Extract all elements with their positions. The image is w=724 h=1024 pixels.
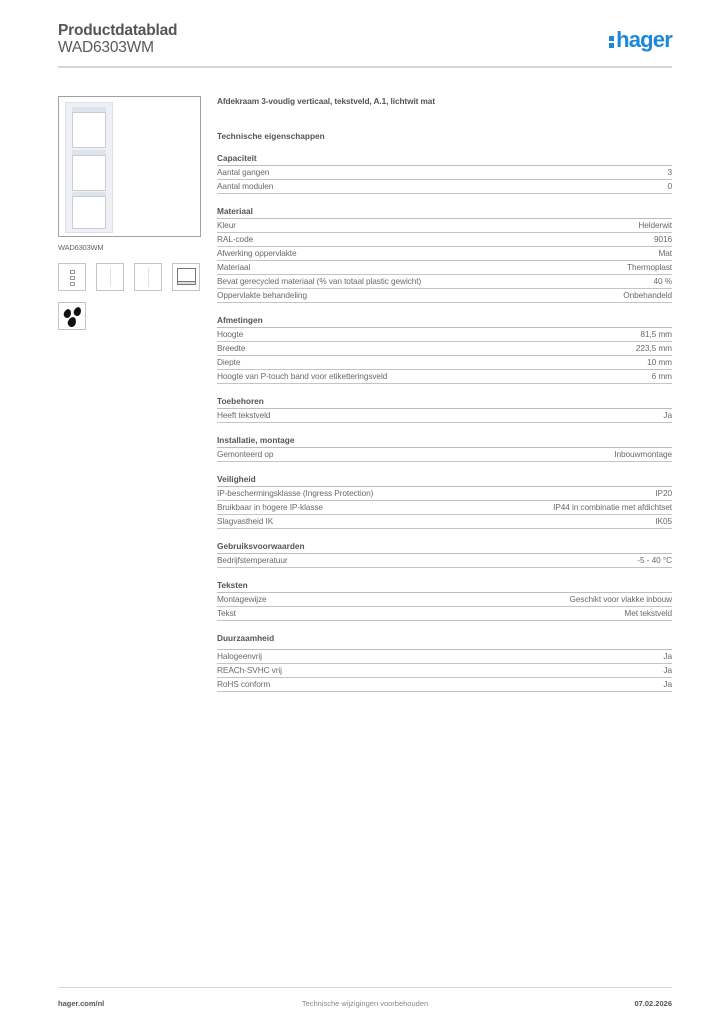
spec-value: Ja — [663, 651, 672, 661]
product-description: Afdekraam 3-voudig verticaal, tekstveld, A.1, lichtwit mat — [217, 96, 435, 106]
spec-label: Diepte — [217, 357, 241, 367]
page-header — [58, 22, 672, 57]
group-materiaal — [217, 206, 672, 303]
three-slot-vertical-icon — [58, 263, 86, 291]
spec-row — [217, 409, 672, 423]
spec-row — [217, 356, 672, 370]
spec-value: 10 mm — [647, 357, 672, 367]
spec-row — [217, 180, 672, 194]
spec-label: Hoogte van P-touch band voor etiketteringsveld — [217, 371, 388, 381]
spec-row — [217, 233, 672, 247]
spec-label: Hoogte — [217, 329, 244, 339]
spec-label: Afwerking oppervlakte — [217, 248, 297, 258]
hager-logo — [609, 28, 672, 52]
spec-label: Tekst — [217, 608, 236, 618]
group-installatie — [217, 435, 672, 462]
group-gebruiksvoorwaarden — [217, 541, 672, 568]
spec-row — [217, 219, 672, 233]
spec-label: IP-beschermingsklasse (Ingress Protection) — [217, 488, 374, 498]
spec-row — [217, 678, 672, 692]
spec-row — [217, 370, 672, 384]
spec-row — [217, 261, 672, 275]
spec-row — [217, 448, 672, 462]
spec-value: Onbehandeld — [623, 290, 672, 300]
group-title: Duurzaamheid — [217, 633, 672, 650]
header-divider — [58, 66, 672, 68]
footer-date: 07.02.2026 — [634, 999, 672, 1008]
spec-label: REACh-SVHC vrij — [217, 665, 282, 675]
spec-label: Aantal gangen — [217, 167, 270, 177]
group-title: Veiligheid — [217, 474, 672, 487]
spec-row — [217, 289, 672, 303]
spec-row — [217, 328, 672, 342]
spec-value: Met tekstveld — [624, 608, 672, 618]
label-field-icon — [172, 263, 200, 291]
spec-label: Halogeenvrij — [217, 651, 262, 661]
spec-value: Mat — [658, 248, 672, 258]
spec-label: Aantal modulen — [217, 181, 274, 191]
spec-row — [217, 487, 672, 501]
image-caption: WAD6303WM — [58, 243, 104, 252]
specifications — [217, 96, 672, 692]
footer-divider — [58, 987, 672, 988]
group-toebehoren — [217, 396, 672, 423]
spec-value: Geschikt voor vlakke inbouw — [569, 594, 672, 604]
single-frame-icon — [134, 263, 162, 291]
spec-label: Slagvastheid IK — [217, 516, 274, 526]
group-title: Toebehoren — [217, 396, 672, 409]
spec-label: Kleur — [217, 220, 236, 230]
spec-row — [217, 607, 672, 621]
group-duurzaamheid — [217, 633, 672, 692]
logo-colon-icon — [609, 32, 614, 48]
footer-website-link[interactable]: hager.com/nl — [58, 999, 105, 1008]
cover-frame-illustration — [65, 102, 113, 233]
section-heading: Technische eigenschappen — [217, 131, 325, 141]
spec-row — [217, 650, 672, 664]
spec-label: Bevat gerecycled materiaal (% van totaal plastic gewicht) — [217, 276, 422, 286]
spec-label: Oppervlakte behandeling — [217, 290, 307, 300]
spec-value: Ja — [663, 679, 672, 689]
spec-label: Bedrijfstemperatuur — [217, 555, 288, 565]
product-image — [58, 96, 201, 237]
spec-row — [217, 501, 672, 515]
spec-value: Helderwit — [638, 220, 672, 230]
spec-value: IP20 — [655, 488, 672, 498]
feature-icons — [58, 263, 208, 291]
group-title: Materiaal — [217, 206, 672, 219]
product-visuals — [58, 96, 208, 330]
spec-row — [217, 247, 672, 261]
spec-label: Bruikbaar in hogere IP-klasse — [217, 502, 323, 512]
logo-text: hager — [616, 27, 672, 52]
group-afmetingen — [217, 315, 672, 384]
spec-label: Heeft tekstveld — [217, 410, 271, 420]
spec-label: Materiaal — [217, 262, 251, 272]
spec-value: 3 — [667, 167, 672, 177]
group-veiligheid — [217, 474, 672, 529]
spec-row — [217, 342, 672, 356]
single-frame-icon — [96, 263, 124, 291]
group-teksten — [217, 580, 672, 621]
spec-row — [217, 275, 672, 289]
document-title: Productdatablad — [58, 22, 178, 39]
spec-label: Montagewijze — [217, 594, 267, 604]
group-capaciteit — [217, 153, 672, 194]
spec-label: RoHS conform — [217, 679, 271, 689]
spec-value: 9016 — [653, 234, 672, 244]
spec-label: Breedte — [217, 343, 246, 353]
spec-value: 223,5 mm — [635, 343, 672, 353]
group-title: Afmetingen — [217, 315, 672, 328]
footer-disclaimer: Technische wijzigingen voorbehouden — [301, 999, 429, 1008]
spec-label: Gemonteerd op — [217, 449, 274, 459]
spec-row — [217, 166, 672, 180]
spec-label: RAL-code — [217, 234, 254, 244]
group-title: Installatie, montage — [217, 435, 672, 448]
group-title: Capaciteit — [217, 153, 672, 166]
spec-value: IK05 — [655, 516, 672, 526]
spec-value: Thermoplast — [626, 262, 672, 272]
spec-row — [217, 593, 672, 607]
spec-value: 40 % — [653, 276, 672, 286]
water-drops-icon — [58, 302, 86, 330]
spec-value: 0 — [667, 181, 672, 191]
page-footer — [58, 999, 672, 1011]
spec-value: Ja — [663, 410, 672, 420]
spec-value: IP44 in combinatie met afdichtset — [553, 502, 672, 512]
spec-row — [217, 664, 672, 678]
spec-value: -5 - 40 °C — [637, 555, 672, 565]
group-title: Teksten — [217, 580, 672, 593]
spec-row — [217, 554, 672, 568]
spec-value: 81,5 mm — [640, 329, 672, 339]
spec-row — [217, 515, 672, 529]
spec-value: Inbouwmontage — [614, 449, 672, 459]
spec-value: Ja — [663, 665, 672, 675]
group-title: Gebruiksvoorwaarden — [217, 541, 672, 554]
spec-value: 6 mm — [651, 371, 672, 381]
product-code: WAD6303WM — [58, 39, 154, 56]
